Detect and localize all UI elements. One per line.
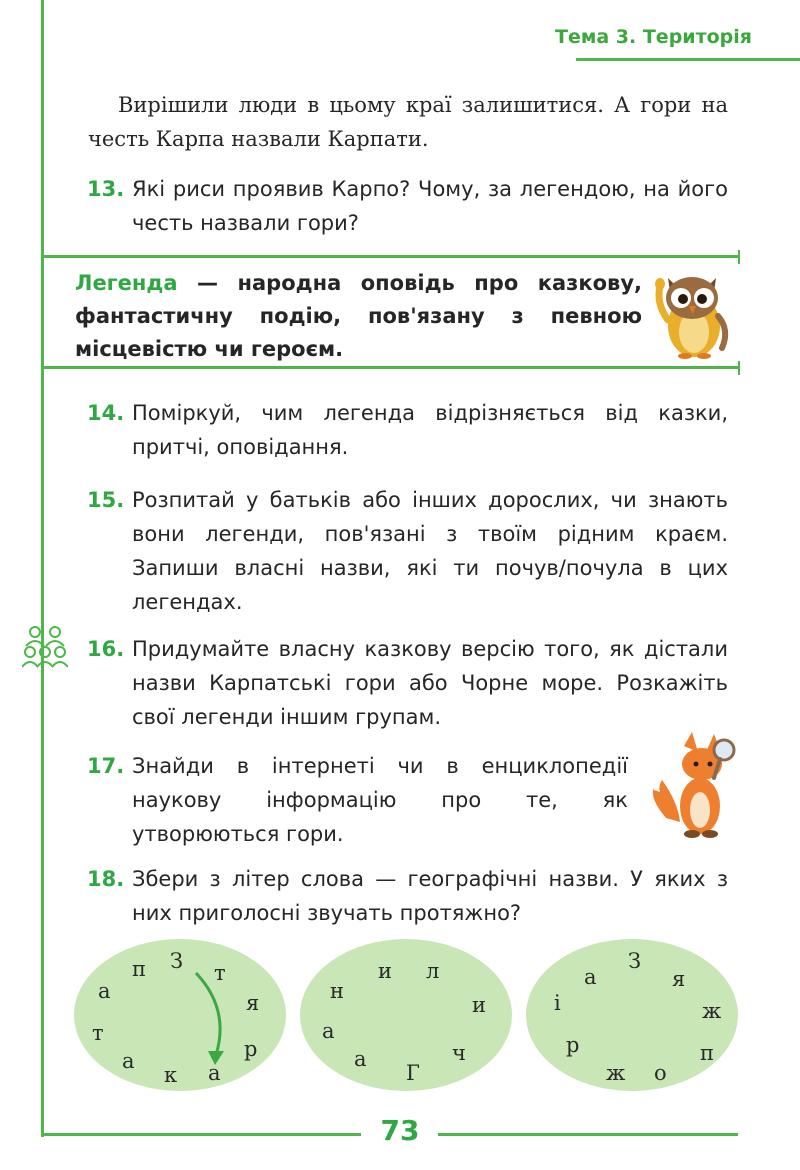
letter: п: [132, 957, 146, 981]
task-number: 14.: [87, 401, 125, 425]
task-text: Збери з літер слова — географічні назви. У яких з них приголосні звучать протяжно?: [132, 867, 728, 925]
group-icon: [22, 624, 68, 672]
rule-tick: [738, 250, 740, 264]
task-text: Розпитай у батьків або інших дорослих, чи знають вони легенди, пов'язані з твоїм рідним краєм. Запиши власні назви, які ти почув/почула в цих легендах.: [132, 488, 728, 614]
letter-circle-1: [74, 939, 286, 1091]
letter: а: [208, 1061, 221, 1085]
task-text: Придумайте власну казкову версію того, як дістали назви Карпатські гори або Чорне море. Розкажіть свої легенди іншим групам.: [132, 637, 728, 729]
letter: к: [164, 1063, 178, 1087]
task-number: 13.: [87, 177, 125, 201]
letter: н: [330, 979, 344, 1003]
letter: З: [170, 949, 184, 973]
task-number: 16.: [87, 637, 125, 661]
letter-circles: [70, 935, 740, 1095]
letter: Г: [406, 1061, 420, 1085]
definition-top-rule: [44, 255, 740, 258]
letter: ж: [606, 1061, 626, 1085]
definition-body: — народна оповідь про казкову, фантастичну подію, пов'язану з певною місцевістю чи героєм.: [75, 271, 642, 361]
letter: р: [566, 1033, 580, 1057]
letter-circle-3: [526, 939, 738, 1091]
definition-text: [75, 267, 642, 366]
page-number: 73: [380, 1114, 420, 1147]
task-15: [87, 483, 728, 619]
definition-box: [44, 255, 744, 375]
left-margin-line: [41, 0, 44, 1137]
task-13: [87, 172, 728, 240]
footer-rule-right: [438, 1133, 738, 1136]
letter: я: [246, 991, 260, 1015]
task-text: Поміркуй, чим легенда відрізняється від казки, притчі, оповідання.: [132, 401, 728, 459]
task-text: Які риси проявив Карпо? Чому, за легендою, на його честь назвали гори?: [132, 177, 728, 235]
letter: и: [472, 993, 486, 1017]
task-18: [87, 862, 728, 930]
letter: ч: [452, 1041, 466, 1065]
letter: а: [354, 1047, 367, 1071]
letter: п: [700, 1041, 714, 1065]
definition-bottom-rule: [44, 366, 740, 369]
header-rule: [576, 58, 800, 61]
fox-icon: [648, 730, 740, 840]
task-14: [87, 396, 728, 464]
letter: и: [378, 959, 392, 983]
letter: а: [122, 1049, 135, 1073]
rule-tick: [738, 361, 740, 375]
task-number: 18.: [87, 867, 125, 891]
task-number: 15.: [87, 488, 125, 512]
task-16: [87, 632, 728, 734]
letter: л: [426, 959, 440, 983]
letter: т: [92, 1021, 104, 1045]
letter: ж: [702, 999, 722, 1023]
letter: т: [214, 961, 226, 985]
letter-circle-2: [300, 939, 512, 1091]
letter: і: [554, 991, 561, 1015]
task-number: 17.: [87, 754, 125, 778]
letter: я: [672, 967, 686, 991]
letter: а: [98, 979, 111, 1003]
letter: а: [322, 1019, 335, 1043]
definition-term: Легенда: [75, 271, 178, 295]
owl-icon: [648, 264, 738, 360]
letter: р: [244, 1037, 258, 1061]
task-text: Знайди в інтернеті чи в енциклопедії наукову інформацію про те, як утворюються гори.: [132, 754, 628, 846]
letter: о: [654, 1061, 667, 1085]
topic-title: Тема 3. Територія: [554, 26, 752, 48]
footer-rule-left: [41, 1133, 361, 1136]
task-17: [87, 749, 628, 851]
letter: а: [584, 965, 597, 989]
intro-paragraph: Вирішили люди в цьому краї залишитися. А гори на честь Карпа назвали Карпати.: [88, 93, 728, 151]
letter: З: [628, 949, 642, 973]
